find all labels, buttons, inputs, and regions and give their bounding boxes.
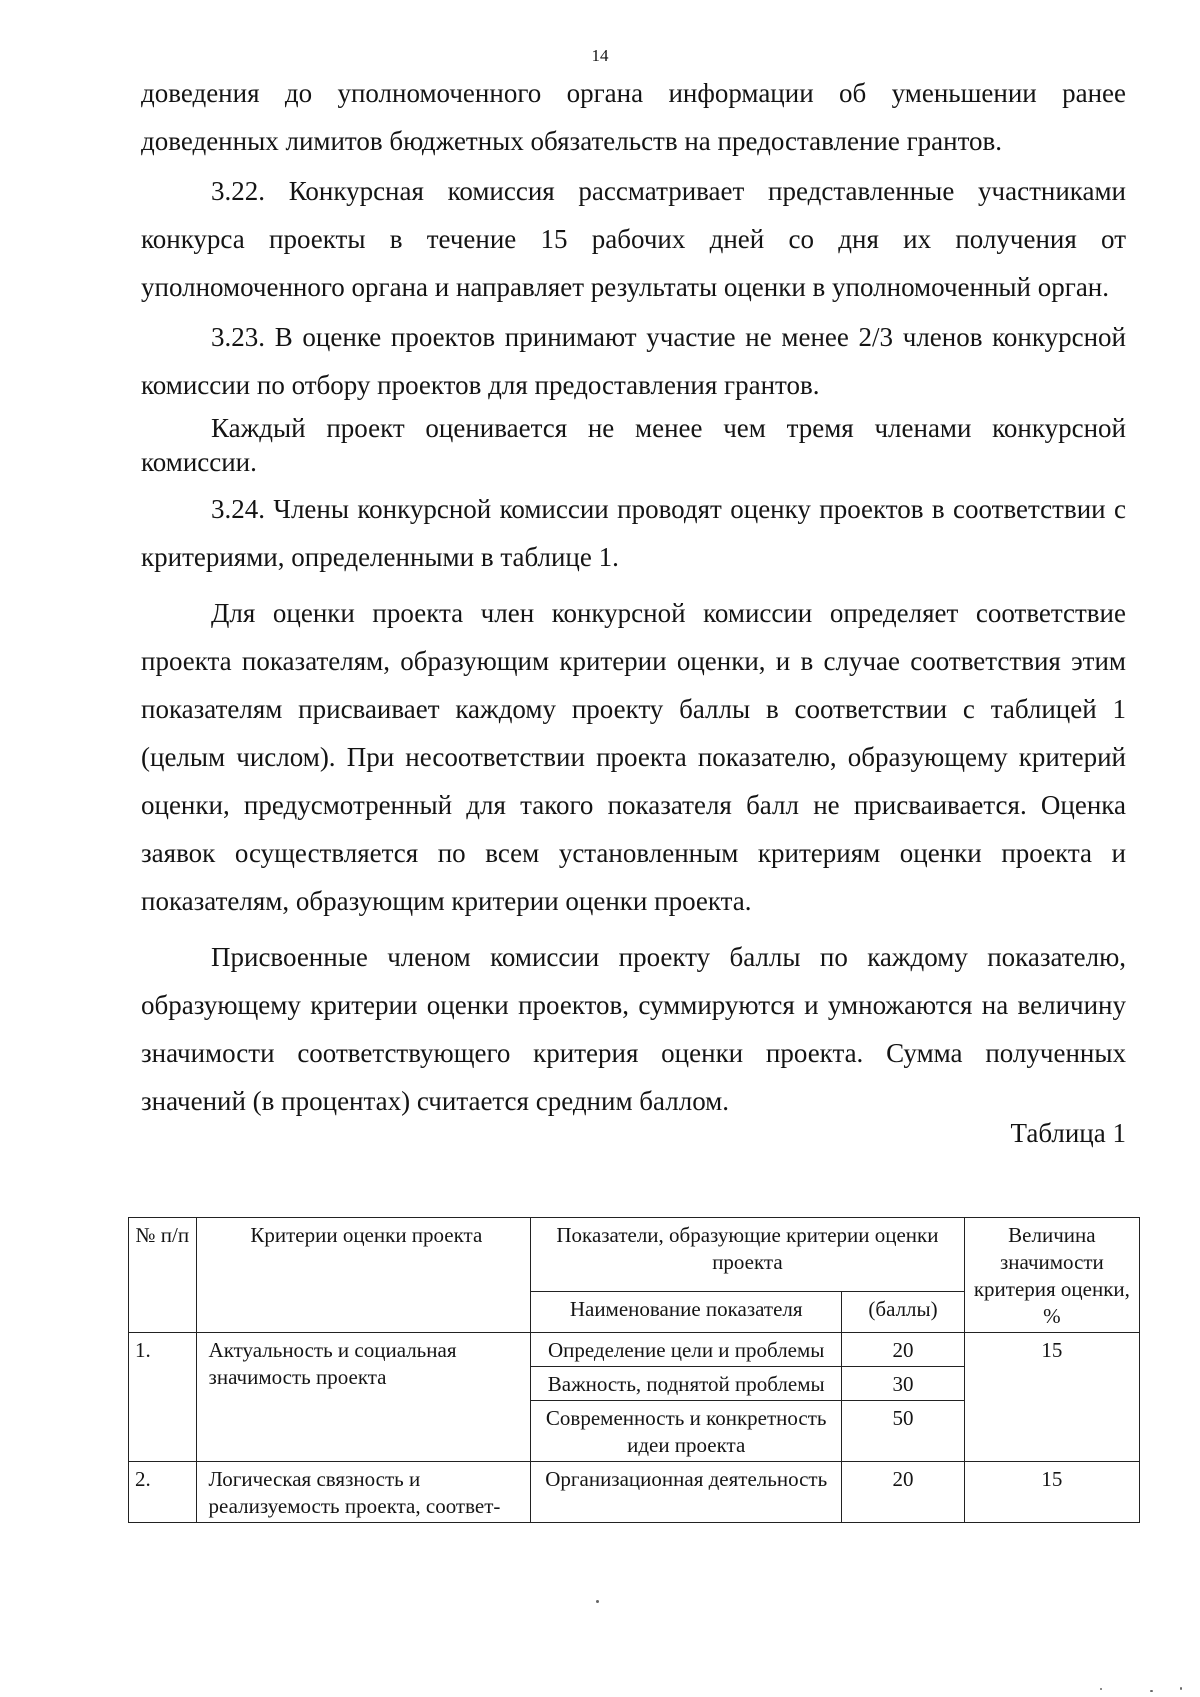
header-weight: Величина значимости критерия оценки, % bbox=[964, 1218, 1139, 1333]
cell-criteria: Логическая связность и реализуемость проекта, соответ- bbox=[196, 1462, 531, 1523]
cell-points: 20 bbox=[842, 1462, 964, 1523]
scan-speck bbox=[1150, 1690, 1153, 1692]
criteria-table bbox=[128, 1217, 1140, 1523]
header-points: (баллы) bbox=[842, 1291, 964, 1332]
table-row bbox=[129, 1333, 1140, 1367]
scan-speck bbox=[1180, 1687, 1182, 1690]
cell-criteria: Актуальность и социальная значимость проекта bbox=[196, 1333, 531, 1462]
cell-indicator: Современность и конкретность идеи проекта bbox=[531, 1401, 842, 1462]
paragraph-scoring: Присвоенные членом комиссии проекту баллы по каждому показателю, образующему критерии оценки проектов, суммируются и умножаются на величину значимости соответствующего критерия оценки проекта. Сумма полученных значений (в процентах) считается средним баллом. bbox=[141, 942, 1126, 1116]
table-header-row bbox=[129, 1218, 1140, 1292]
cell-indicator: Организационная деятельность bbox=[531, 1462, 842, 1523]
paragraph-3-23: 3.23. В оценке проектов принимают участие не менее 2/3 членов конкурсной комиссии по отбору проектов для предоставления грантов. bbox=[141, 322, 1126, 400]
paragraph-continuation: доведения до уполномоченного органа информации об уменьшении ранее доведенных лимитов бюджетных обязательств на предоставление грантов. bbox=[141, 78, 1126, 156]
cell-indicator: Важность, поднятой проблемы bbox=[531, 1367, 842, 1401]
cell-num: 2. bbox=[129, 1462, 197, 1523]
paragraph-3-24: 3.24. Члены конкурсной комиссии проводят оценку проектов в соответствии с критериями, определенными в таблице 1. bbox=[141, 494, 1126, 572]
cell-weight: 15 bbox=[964, 1462, 1139, 1523]
cell-points: 50 bbox=[842, 1401, 964, 1462]
paragraph-3-22: 3.22. Конкурсная комиссия рассматривает представленные участниками конкурса проекты в течение 15 рабочих дней со дня их получения от уполномоченного органа и направляет результаты оценки в уполномоченный орган. bbox=[141, 176, 1126, 302]
header-criteria: Критерии оценки проекта bbox=[196, 1218, 531, 1333]
header-indicator-name: Наименование показателя bbox=[531, 1291, 842, 1332]
cell-points: 30 bbox=[842, 1367, 964, 1401]
page-number: 14 bbox=[591, 46, 609, 65]
header-num: № п/п bbox=[129, 1218, 197, 1333]
cell-indicator: Определение цели и проблемы bbox=[531, 1333, 842, 1367]
scan-speck bbox=[596, 1600, 599, 1603]
paragraph-three-members: Каждый проект оценивается не менее чем тремя членами конкурсной комиссии. bbox=[141, 413, 1126, 477]
table-row bbox=[129, 1462, 1140, 1523]
body-text bbox=[141, 69, 1126, 1127]
paragraph-evaluation-method: Для оценки проекта член конкурсной комиссии определяет соответствие проекта показателям, образующим критерии оценки, и в случае соответствия этим показателям присваивает каждому проекту баллы в соответствии с таблицей 1 (целым числом). При несоответствии проекта показателю, образующему критерий оценки, предусмотренный для такого показателя балл не присваивается. Оценка заявок осуществляется по всем установленным критериям оценки проекта и показателям, образующим критерии оценки проекта. bbox=[141, 598, 1126, 916]
cell-weight: 15 bbox=[964, 1333, 1139, 1462]
header-indicators: Показатели, образующие критерии оценки проекта bbox=[531, 1218, 965, 1292]
scan-speck bbox=[1100, 1688, 1102, 1690]
cell-points: 20 bbox=[842, 1333, 964, 1367]
cell-num: 1. bbox=[129, 1333, 197, 1462]
table-caption: Таблица 1 bbox=[1010, 1118, 1126, 1148]
